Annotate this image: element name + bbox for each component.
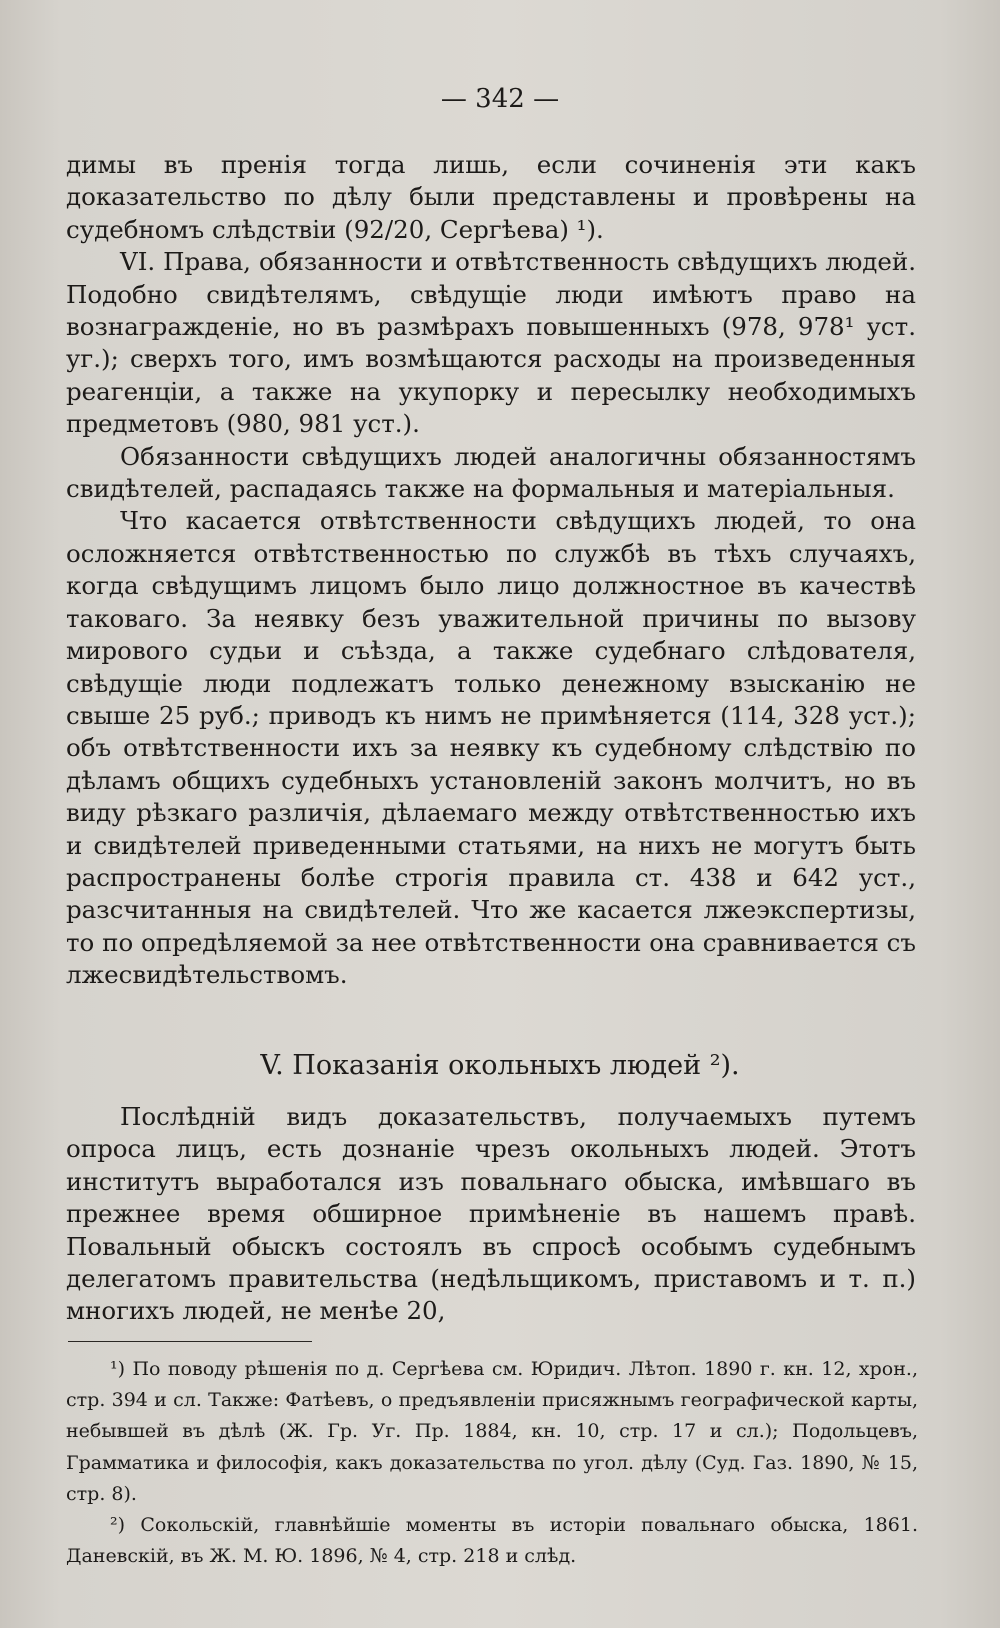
section-heading: V. Показанія окольныхъ людей ²). — [260, 1050, 740, 1081]
footnote-separator — [68, 1341, 312, 1342]
body-text-upper — [66, 149, 916, 992]
paragraph-section-vi: VI. Права, обязанности и отвѣтственность свѣдущихъ людей. Подобно свидѣтелямъ, свѣдущіе люди имѣютъ право на вознагражденіе, но въ размѣрахъ повышенныхъ (978, 978¹ уст. уг.); сверхъ того, имъ возмѣщаются расходы на произведенныя реагенціи, а также на укупорку и пересылку необходимыхъ предметовъ (980, 981 уст.). — [66, 247, 916, 439]
paragraph: Что касается отвѣтственности свѣдущихъ людей, то она осложняется отвѣтственностью по службѣ въ тѣхъ случаяхъ, когда свѣдущимъ лицомъ было лицо должностное въ качествѣ таковаго. За неявку безъ уважительной причины по вызову мирового судьи и съѣзда, а также судебнаго слѣдователя, свѣдущіе люди подлежатъ только денежному взысканію не свыше 25 руб.; приводъ къ нимъ не примѣняется (114, 328 уст.); объ отвѣтственности ихъ за неявку къ судебному слѣдствію по дѣламъ общихъ судебныхъ установленій законъ молчитъ, но въ виду рѣзкаго различія, дѣлаемаго между отвѣтственностью ихъ и свидѣтелей приведенными статьями, на нихъ не могутъ быть распространены болѣе строгія правила ст. 438 и 642 уст., разсчитанныя на свидѣтелей. Что же касается лжеэкспертизы, то по опредѣляемой за нее отвѣтственности она сравнивается съ лжесвидѣтельствомъ. — [66, 506, 916, 990]
page-number: — 342 — — [440, 84, 560, 114]
paragraph: Послѣдній видъ доказательствъ, получаемыхъ путемъ опроса лицъ, есть дознаніе чрезъ окольныхъ людей. Этотъ институтъ выработался изъ повальнаго обыска, имѣвшаго въ прежнее время обширное примѣненіе въ нашемъ правѣ. Повальный обыскъ состоялъ въ спросѣ особымъ судебнымъ делегатомъ правительства (недѣльщикомъ, приставомъ и т. п.) многихъ людей, не менѣе 20, — [66, 1102, 916, 1326]
paragraph: димы въ пренія тогда лишь, если сочиненія эти какъ доказательство по дѣлу были представлены и провѣрены на судебномъ слѣдствіи (92/20, Сергѣева) ¹). — [66, 150, 916, 244]
paragraph: Обязанности свѣдущихъ людей аналогичны обязанностямъ свидѣтелей, распадаясь также на формальныя и матеріальныя. — [66, 441, 916, 504]
footnotes — [66, 1354, 918, 1572]
footnote-1: ¹) По поводу рѣшенія по д. Сергѣева см. Юридич. Лѣтоп. 1890 г. кн. 12, хрон., стр. 394 и сл. Также: Фатѣевъ, о предъявленіи присяжнымъ географической карты, небывшей въ дѣлѣ (Ж. Гр. Уг. Пр. 1884, кн. 10, стр. 17 и сл.); Подольцевъ, Грамматика и философія, какъ доказательства по угол. дѣлу (Суд. Газ. 1890, № 15, стр. 8). — [66, 1358, 918, 1505]
footnote-2: ²) Сокольскій, главнѣйшіе моменты въ исторіи повальнаго обыска, 1861. Даневскій, въ Ж. М. Ю. 1896, № 4, стр. 218 и слѣд. — [66, 1514, 918, 1568]
body-text-lower — [66, 1101, 916, 1328]
